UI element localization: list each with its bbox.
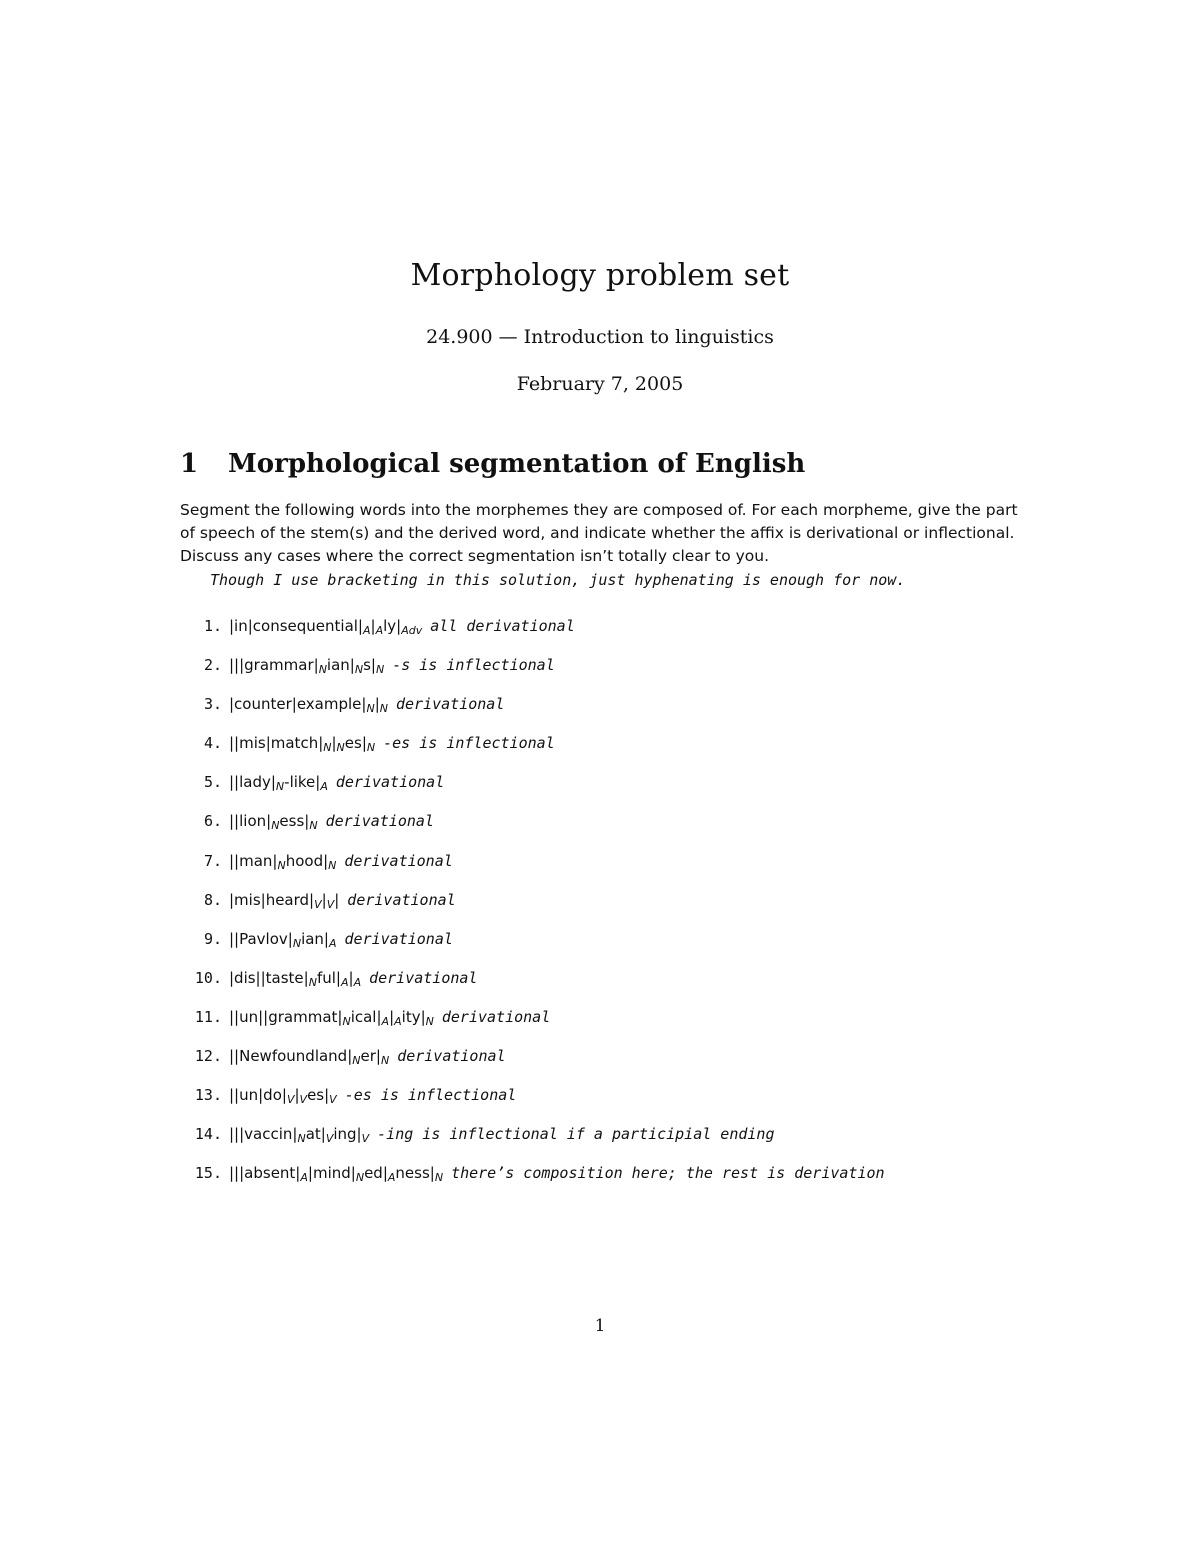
- category-label: V: [286, 1093, 295, 1107]
- item-comment: derivational: [347, 890, 456, 909]
- morpheme-text: |: [331, 734, 337, 753]
- item-segmentation: [229, 930, 337, 948]
- morpheme-text: |mis|heard|: [229, 890, 315, 909]
- morpheme-text: ing|: [333, 1125, 362, 1144]
- category-label: N: [297, 1132, 306, 1146]
- list-item: [180, 731, 1080, 770]
- list-item: [180, 849, 1080, 888]
- category-label: A: [320, 780, 328, 794]
- category-label: V: [361, 1132, 370, 1146]
- item-number: 7.: [203, 851, 222, 870]
- category-label: A: [353, 975, 362, 989]
- item-segmentation: [229, 1047, 390, 1068]
- morpheme-text: |||vaccin|: [229, 1125, 298, 1144]
- list-item: [180, 1005, 1080, 1044]
- morpheme-text: er|: [360, 1047, 381, 1066]
- item-segmentation: [229, 773, 328, 794]
- list-item: [180, 927, 1080, 966]
- item-comment: derivational: [397, 1047, 506, 1066]
- document-subtitle: 24.900 — Introduction to linguistics: [426, 326, 774, 348]
- item-comment: -es is inflectional: [344, 1086, 517, 1105]
- item-comment: derivational: [344, 851, 453, 870]
- item-number: 2.: [203, 656, 222, 675]
- item-comment: -es is inflectional: [383, 734, 555, 753]
- category-label: A: [394, 1014, 402, 1028]
- section-intro: Segment the following words into the morphemes they are composed of. For each morpheme, give the part of speech of the stem(s) and the derived word, and indicate whether the affix is derivational or inflectional. Discuss any cases where the correct segmentation isn’t totally clear to you.: [180, 501, 1018, 565]
- item-segmentation: [229, 1008, 434, 1026]
- category-label: N: [323, 741, 332, 755]
- item-number: 8.: [203, 890, 222, 909]
- section-title: Morphological segmentation of English: [228, 449, 806, 479]
- category-label: N: [425, 1014, 434, 1028]
- morpheme-text: ||mis|match|: [229, 734, 324, 753]
- morpheme-text: ||un||grammat|: [229, 1007, 343, 1026]
- item-number: 4.: [203, 734, 222, 753]
- morpheme-text: |: [334, 890, 340, 909]
- item-number: 10.: [194, 968, 222, 987]
- category-label: A: [387, 1171, 396, 1185]
- segmentation-list: [180, 614, 1080, 1200]
- list-item: [180, 653, 1080, 692]
- morpheme-text: ||Pavlov|: [229, 929, 293, 948]
- item-number: 9.: [203, 929, 222, 948]
- category-label: Adv: [401, 624, 423, 637]
- morpheme-text: ||lady|: [229, 773, 276, 792]
- morpheme-text: |dis||taste|: [229, 968, 309, 987]
- page-number: 1: [594, 1316, 606, 1336]
- morpheme-text: |||grammar|: [229, 656, 319, 675]
- morpheme-text: |: [374, 695, 380, 714]
- morpheme-text: s|: [363, 656, 376, 675]
- list-item: [180, 809, 1080, 848]
- morpheme-text: es|: [307, 1086, 330, 1105]
- item-comment: derivational: [441, 1007, 551, 1026]
- morpheme-text: at|: [305, 1125, 326, 1144]
- category-label: V: [329, 1093, 337, 1107]
- category-label: N: [308, 975, 317, 989]
- list-item: [180, 1161, 1080, 1200]
- item-comment: -s is inflectional: [392, 656, 555, 675]
- item-number: 1.: [203, 617, 222, 635]
- category-label: N: [355, 1171, 365, 1185]
- morpheme-text: es|: [344, 734, 367, 753]
- list-item: [180, 966, 1080, 1005]
- morpheme-text: |counter|example|: [229, 695, 367, 714]
- list-item: [180, 614, 1080, 653]
- morpheme-text: ||lion|: [229, 812, 272, 831]
- category-label: N: [352, 1054, 361, 1068]
- item-number: 14.: [194, 1125, 222, 1144]
- category-label: N: [366, 702, 375, 716]
- morpheme-text: ||man|: [229, 851, 278, 870]
- item-segmentation: [229, 656, 385, 677]
- category-label: N: [277, 858, 286, 872]
- category-label: N: [366, 741, 376, 755]
- morpheme-text: |: [348, 968, 354, 987]
- category-label: N: [292, 936, 302, 950]
- morpheme-text: |: [294, 1086, 300, 1105]
- document-title: Morphology problem set: [410, 258, 790, 293]
- item-comment: derivational: [395, 695, 505, 714]
- list-item: [180, 1044, 1080, 1083]
- section-note: Though I use bracketing in this solution, just hyphenating is enough for now.: [210, 571, 906, 589]
- item-comment: derivational: [369, 968, 478, 987]
- category-label: N: [275, 780, 285, 794]
- category-label: N: [309, 819, 318, 833]
- item-number: 3.: [203, 695, 222, 714]
- morpheme-text: |||absent|: [229, 1164, 301, 1183]
- item-segmentation: [229, 1164, 444, 1185]
- item-comment: derivational: [344, 929, 453, 948]
- item-comment: there’s composition here; the rest is derivation: [451, 1164, 885, 1183]
- morpheme-text: |: [321, 890, 327, 909]
- item-comment: derivational: [325, 812, 434, 831]
- morpheme-text: -like|: [284, 773, 321, 792]
- morpheme-text: ian|: [301, 929, 329, 948]
- category-label: N: [271, 819, 280, 833]
- morpheme-text: ||Newfoundland|: [229, 1047, 353, 1066]
- category-label: V: [299, 1093, 308, 1107]
- morpheme-text: ||un|do|: [229, 1086, 287, 1105]
- item-segmentation: [229, 812, 318, 833]
- category-label: N: [318, 663, 327, 677]
- item-segmentation: [229, 1125, 370, 1146]
- item-number: 5.: [203, 773, 222, 792]
- item-number: 12.: [194, 1047, 222, 1066]
- item-comment: all derivational: [430, 617, 575, 635]
- list-item: [180, 1122, 1080, 1161]
- category-label: A: [381, 1014, 390, 1028]
- morpheme-text: |mind|: [307, 1164, 356, 1183]
- category-label: N: [342, 1014, 351, 1028]
- document-date: February 7, 2005: [516, 373, 684, 395]
- category-label: A: [300, 1171, 308, 1185]
- item-segmentation: [229, 891, 339, 909]
- category-label: N: [379, 702, 388, 716]
- category-label: A: [375, 624, 384, 637]
- morpheme-text: ness|: [395, 1164, 435, 1183]
- item-segmentation: [229, 969, 361, 987]
- category-label: V: [325, 1132, 334, 1146]
- list-item: [180, 888, 1080, 927]
- item-segmentation: [229, 734, 376, 755]
- item-segmentation: [229, 695, 388, 716]
- item-comment: derivational: [335, 773, 445, 792]
- list-item: [180, 692, 1080, 731]
- morpheme-text: |in|consequential|: [229, 617, 363, 635]
- item-segmentation: [229, 852, 336, 870]
- item-number: 6.: [203, 812, 222, 831]
- item-number: 15.: [194, 1164, 222, 1183]
- morpheme-text: |: [389, 1007, 395, 1026]
- morpheme-text: hood|: [285, 851, 329, 870]
- morpheme-text: ian|: [326, 656, 355, 675]
- category-label: N: [336, 741, 345, 755]
- morpheme-text: ly|: [383, 617, 402, 635]
- section-heading: [180, 449, 805, 479]
- category-label: N: [354, 663, 364, 677]
- category-label: A: [328, 936, 337, 950]
- list-item: [180, 770, 1080, 809]
- category-label: A: [362, 624, 371, 637]
- morpheme-text: ed|: [364, 1164, 388, 1183]
- category-label: V: [326, 897, 335, 911]
- item-segmentation: [229, 617, 422, 635]
- item-number: 11.: [194, 1007, 222, 1026]
- category-label: A: [340, 975, 349, 989]
- morpheme-text: ical|: [350, 1007, 382, 1026]
- category-label: N: [375, 663, 385, 677]
- item-number: 13.: [194, 1086, 222, 1105]
- item-comment: -ing is inflectional if a participial ending: [377, 1125, 775, 1144]
- category-label: N: [380, 1054, 390, 1068]
- category-label: N: [328, 858, 337, 872]
- category-label: N: [434, 1171, 444, 1185]
- morpheme-text: ful|: [316, 968, 341, 987]
- morpheme-text: |: [370, 617, 376, 635]
- list-item: [180, 1083, 1080, 1122]
- category-label: V: [314, 897, 322, 911]
- section-number: 1: [180, 449, 199, 479]
- morpheme-text: ess|: [279, 812, 310, 831]
- item-segmentation: [229, 1086, 337, 1107]
- morpheme-text: ity|: [401, 1007, 426, 1026]
